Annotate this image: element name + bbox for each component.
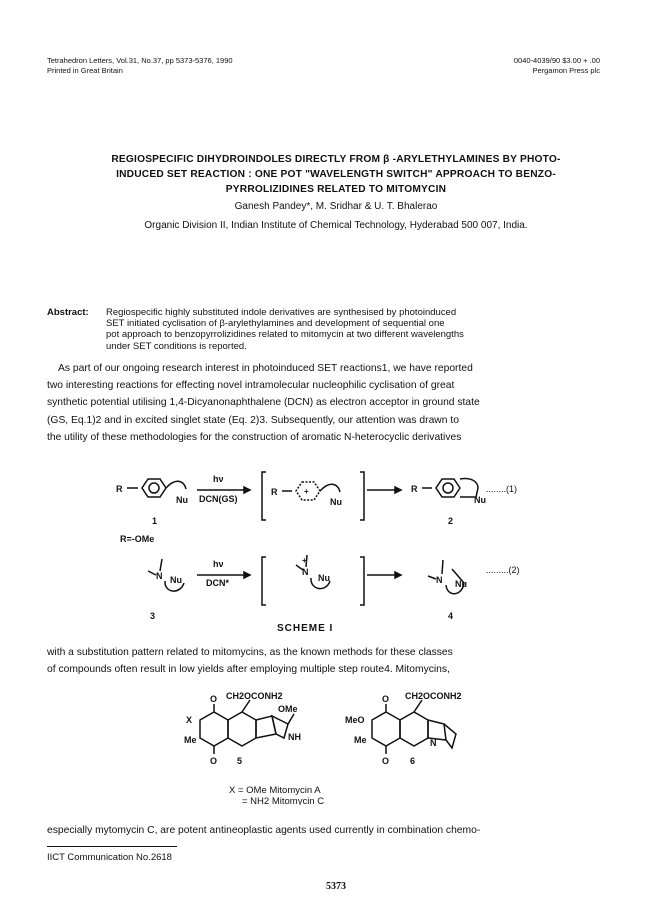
abstract-label: Abstract: — [47, 307, 89, 318]
scheme-cond-1: DCN(GS) — [199, 494, 238, 504]
para2-line-2: of compounds often result in low yields after employing multiple step route4. Mitomycins, — [47, 664, 450, 676]
para1-line-2: two interesting reactions for effecting novel intramolecular nucleophilic cyclisation of great — [47, 380, 455, 392]
s5-me-label: Me — [184, 735, 197, 745]
scheme-r-definition: R=-OMe — [120, 534, 155, 544]
mitomycin-structures — [0, 690, 672, 805]
mitomycin-c-def: = NH2 Mitomycin C — [242, 796, 325, 805]
mitomycin-a-def: X = OMe Mitomycin A — [229, 785, 321, 796]
scheme-nu-5: Nu — [318, 573, 330, 583]
title-line-2: INDUCED SET REACTION : ONE POT "WAVELENGTH SWITCH" APPROACH TO BENZO- — [116, 169, 556, 180]
para1-line-4: (GS, Eq.1)2 and in excited singlet state (Eq. 2)3. Subsequently, our attention was drawn to — [47, 414, 459, 426]
footnote: IICT Communication No.2618 — [47, 852, 172, 863]
abstract-line-4: under SET conditions is reported. — [106, 340, 247, 352]
scheme-compound-1: 1 — [152, 516, 158, 526]
scheme-nu-6: Nu — [455, 579, 467, 589]
scheme-caption: SCHEME I — [277, 623, 334, 634]
s5-x-label: X — [186, 715, 193, 725]
s5-number: 5 — [237, 756, 243, 766]
scheme-r-2: R — [271, 487, 278, 497]
article-title — [30, 152, 642, 197]
s6-n-label: N — [430, 738, 437, 748]
page-number: 5373 — [326, 881, 346, 892]
scheme-plus-1: + — [304, 487, 309, 496]
journal-citation: Tetrahedron Letters, Vol.31, No.37, pp 5373-5376, 1990 — [47, 56, 233, 65]
s5-ome-label: OMe — [278, 704, 298, 714]
affiliation: Organic Division II, Indian Institute of Chemical Technology, Hyderabad 500 007, India. — [144, 220, 528, 231]
para1-line-5: the utility of these methodologies for the construction of aromatic N-heterocyclic derivatives — [47, 431, 462, 443]
s5-nh-label: NH — [288, 732, 301, 742]
s6-me-label: Me — [354, 735, 367, 745]
footnote-rule — [47, 846, 177, 847]
s6-o-bottom: O — [382, 756, 390, 766]
scheme-hv-2: hν — [213, 559, 224, 569]
scheme-eq-2: .........(2) — [486, 565, 520, 575]
scheme-nu-4: Nu — [170, 575, 182, 585]
scheme-cond-2: DCN* — [206, 578, 230, 588]
publisher: Pergamon Press plc — [532, 66, 600, 75]
scheme-1-figure — [0, 455, 672, 645]
s5-o-bottom: O — [210, 756, 218, 766]
scheme-compound-4: 4 — [448, 611, 454, 621]
para1-line-3: synthetic potential utilising 1,4-Dicyanonaphthalene (DCN) as electron acceptor in ground state — [47, 397, 480, 409]
s6-number: 6 — [410, 756, 416, 766]
s6-o-top: O — [382, 694, 390, 704]
scheme-r-1: R — [116, 484, 123, 494]
scheme-eq-1: ........(1) — [486, 484, 518, 494]
scheme-hv-1: hν — [213, 474, 224, 484]
scheme-nu-1: Nu — [176, 495, 188, 505]
scheme-n-4: N — [436, 575, 443, 585]
paragraph-1 — [47, 360, 595, 446]
abstract-line-1: Regiospecific highly substituted indole derivatives are synthesised by photoinduced — [106, 307, 457, 318]
abstract-line-3: pot approach to benzopyrrolizidines related to mitomycin at two different wavelengths — [106, 329, 464, 341]
scheme-n-int: N — [302, 567, 309, 577]
s5-ch2-label: CH2OCONH2 — [226, 691, 283, 701]
para2-line-1: with a substitution pattern related to mitomycins, as the known methods for these classes — [47, 647, 453, 658]
scheme-nu-2: Nu — [330, 497, 342, 507]
s5-o-top: O — [210, 694, 218, 704]
title-line-3: PYRROLIZIDINES RELATED TO MITOMYCIN — [225, 184, 447, 195]
abstract-text — [106, 307, 586, 352]
printed-in: Printed in Great Britain — [47, 66, 123, 75]
scheme-compound-3: 3 — [150, 611, 156, 621]
para1-line-1: As part of our ongoing research interest in photoinduced SET reactions1, we have reported — [58, 363, 473, 374]
s6-ch2-label: CH2OCONH2 — [405, 691, 462, 701]
authors: Ganesh Pandey*, M. Sridhar & U. T. Bhalerao — [234, 201, 438, 212]
scheme-plus-2: + — [302, 556, 307, 565]
scheme-r-3: R — [411, 484, 418, 494]
paragraph-3: especially mytomycin C, are potent antineoplastic agents used currently in combination chemo- — [47, 825, 481, 836]
scheme-nu-3: Nu — [474, 495, 486, 505]
scheme-compound-2: 2 — [448, 516, 454, 526]
abstract-line-2: SET initiated cyclisation of β-arylethylamines and development of sequential one — [106, 318, 445, 330]
paragraph-2 — [47, 644, 595, 678]
price-code: 0040-4039/90 $3.00 + .00 — [513, 56, 600, 65]
s6-meo-label: MeO — [345, 715, 365, 725]
scheme-n-3: N — [156, 571, 163, 581]
title-line-1: REGIOSPECIFIC DIHYDROINDOLES DIRECTLY FROM β -ARYLETHYLAMINES BY PHOTO- — [111, 154, 561, 165]
